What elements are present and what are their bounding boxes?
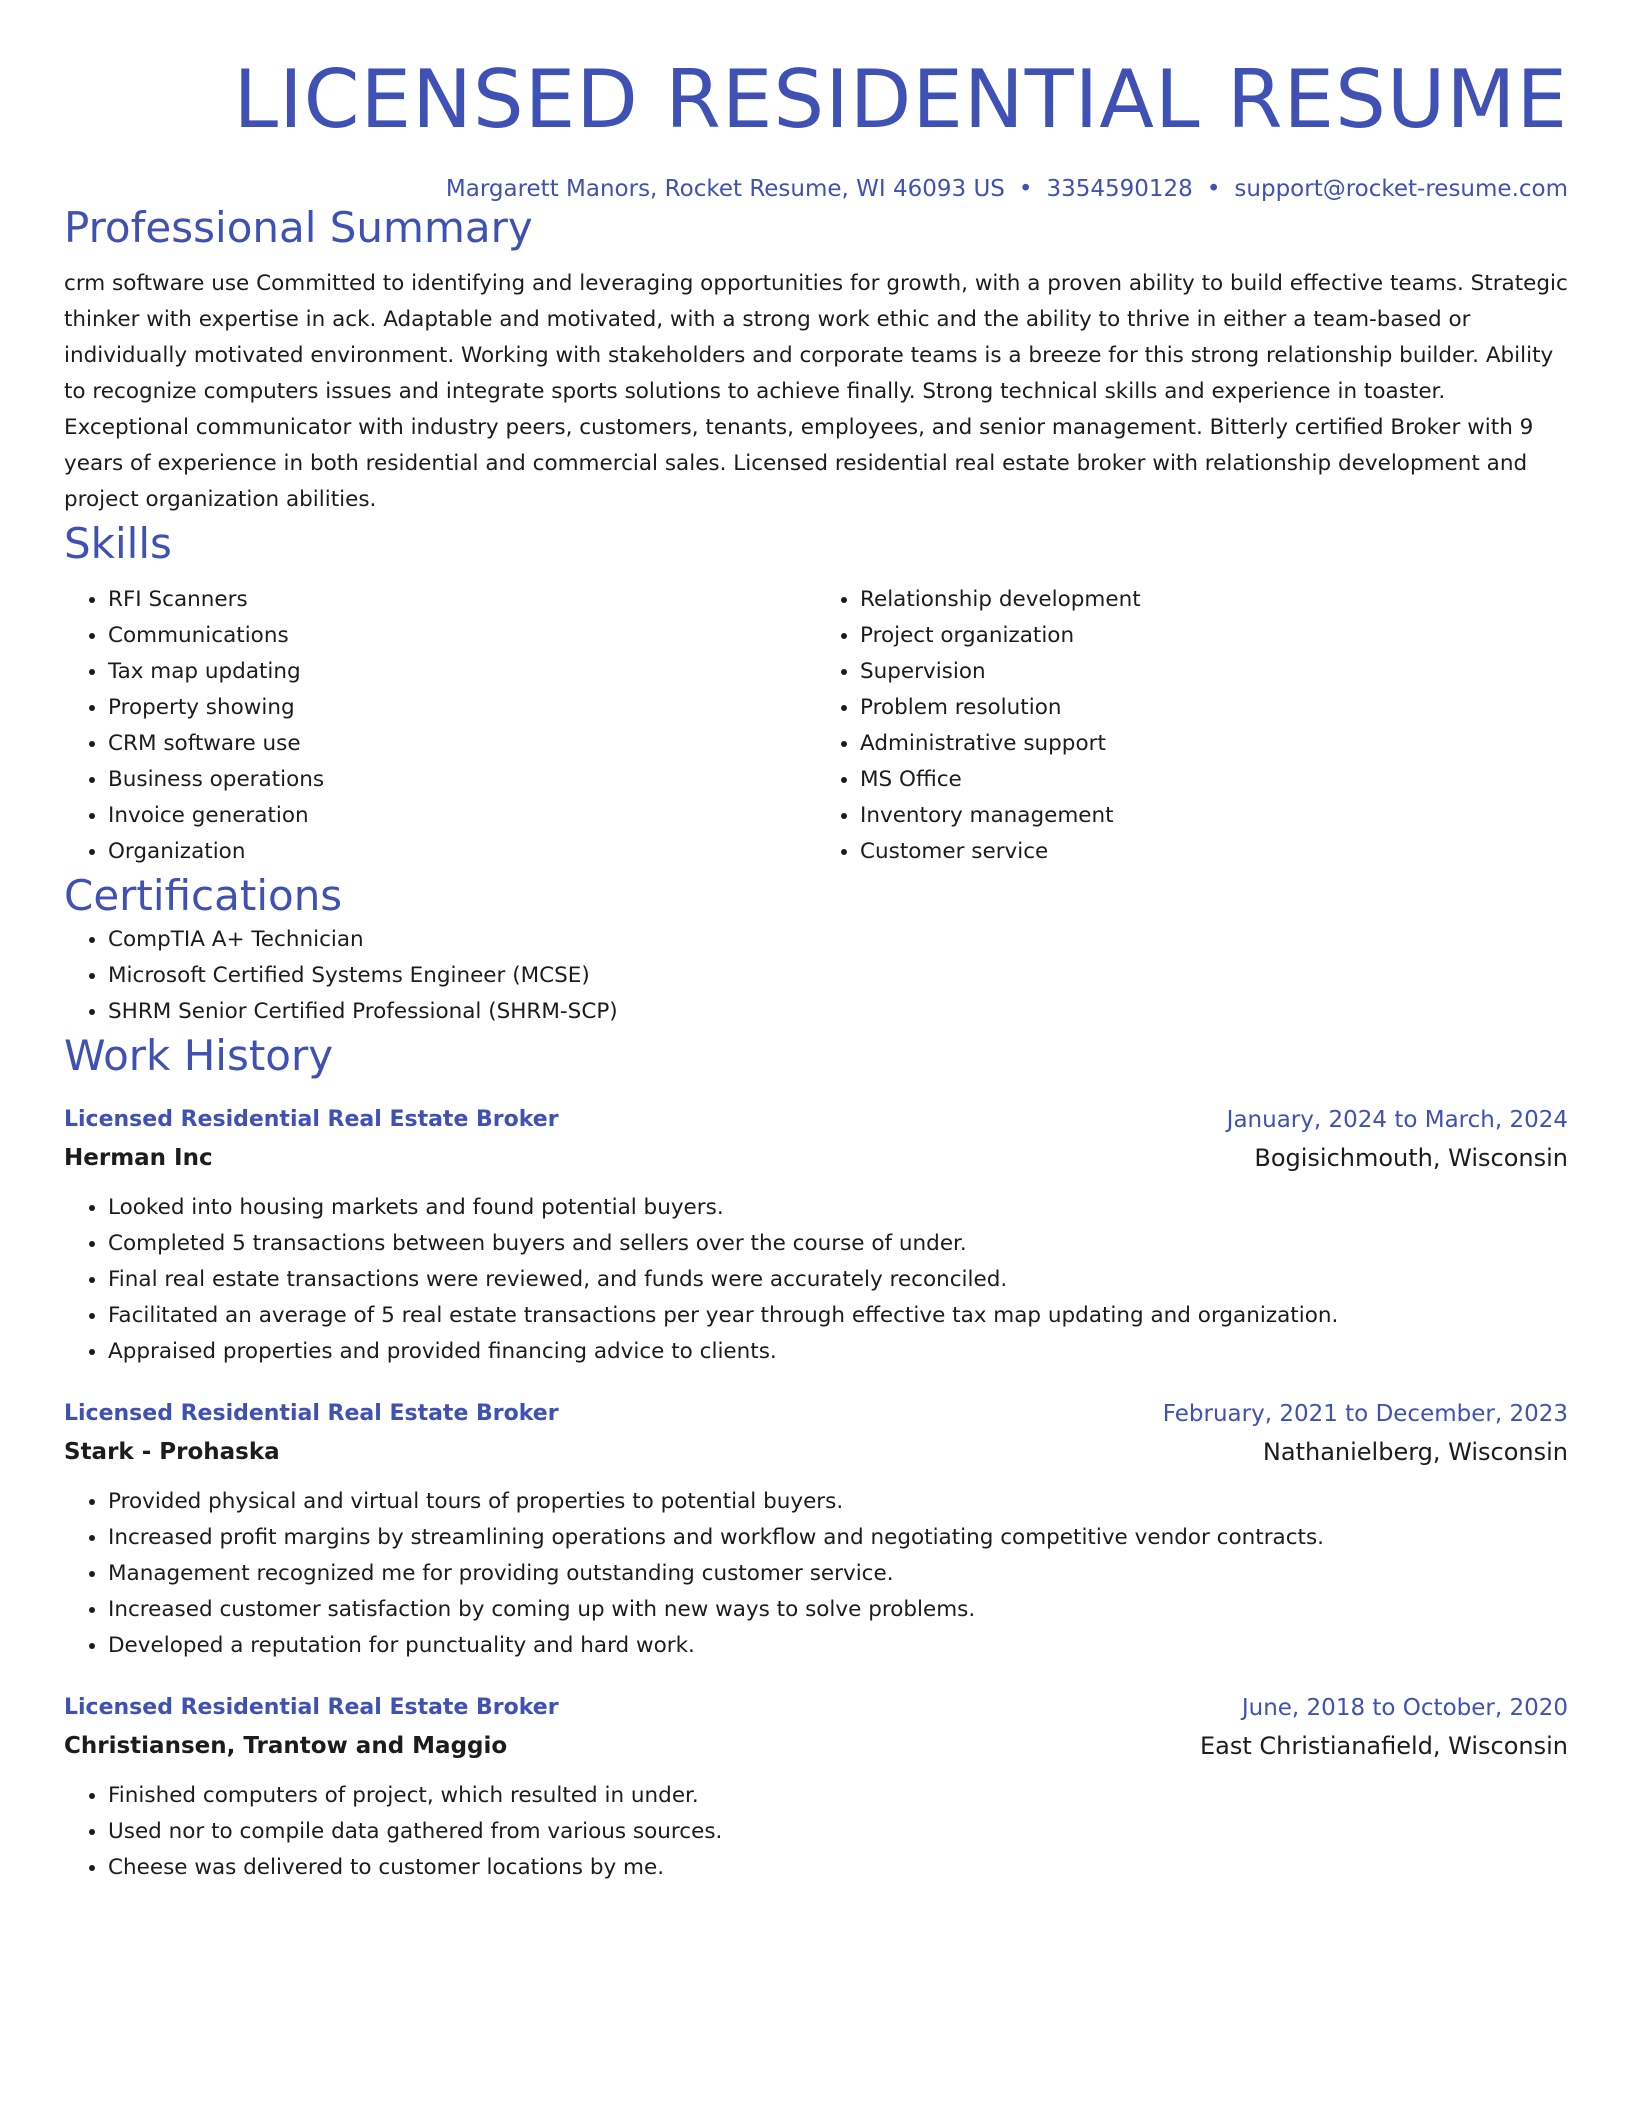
contact-separator: • [1206,176,1221,202]
job-dates: January, 2024 to March, 2024 [1226,1107,1568,1133]
resume-title: LICENSED RESIDENTIAL RESUME [233,53,1568,146]
skill-item: • Supervision [860,654,1568,690]
job-bullets [64,1484,1568,1664]
job-title: Licensed Residential Real Estate Broker [64,1401,559,1426]
skill-item: • Organization [108,834,816,870]
job-bullets [64,1778,1568,1886]
job-bullet: • Finished computers of project, which resulted in under. [108,1778,1568,1814]
skill-item: • Tax map updating [108,654,816,690]
certification-item: • CompTIA A+ Technician [108,922,1568,958]
skill-item: • Administrative support [860,726,1568,762]
skill-item: • RFI Scanners [108,582,816,618]
skill-item: • Invoice generation [108,798,816,834]
contact-separator: • [1018,176,1033,202]
job-location: Bogisichmouth, Wisconsin [1254,1144,1568,1172]
job-bullet: • Looked into housing markets and found potential buyers. [108,1190,1568,1226]
skill-item: • MS Office [860,762,1568,798]
work-history-heading: Work History [64,1031,334,1080]
certification-item: • SHRM Senior Certified Professional (SHRM-SCP) [108,994,1568,1030]
job-bullet: • Increased customer satisfaction by coming up with new ways to solve problems. [108,1592,1568,1628]
job-bullet: • Appraised properties and provided financing advice to clients. [108,1334,1568,1370]
job-bullet: • Used nor to compile data gathered from various sources. [108,1814,1568,1850]
job-bullets [64,1190,1568,1370]
skill-item: • Business operations [108,762,816,798]
job-bullet: • Facilitated an average of 5 real estate transactions per year through effective tax map updating and organization. [108,1298,1568,1334]
job-bullet: • Final real estate transactions were reviewed, and funds were accurately reconciled. [108,1262,1568,1298]
skill-item: • Communications [108,618,816,654]
job-bullet: • Developed a reputation for punctuality and hard work. [108,1628,1568,1664]
job-bullet: • Completed 5 transactions between buyers and sellers over the course of under. [108,1226,1568,1262]
skills-list-right [816,582,1568,870]
skill-item: • Customer service [860,834,1568,870]
job-company: Herman Inc [64,1145,213,1171]
job-bullet: • Cheese was delivered to customer locations by me. [108,1850,1568,1886]
job-entry [64,1690,1568,1886]
certifications-heading: Certifications [64,871,343,920]
job-entry [64,1102,1568,1370]
job-dates: February, 2021 to December, 2023 [1162,1401,1568,1427]
skills-columns [64,582,1568,870]
job-bullet: • Management recognized me for providing outstanding customer service. [108,1556,1568,1592]
job-bullet: • Increased profit margins by streamlining operations and workflow and negotiating competitive vendor contracts. [108,1520,1568,1556]
skill-item: • Relationship development [860,582,1568,618]
skills-heading: Skills [64,519,172,568]
job-company: Stark - Prohaska [64,1439,280,1465]
skill-item: • Problem resolution [860,690,1568,726]
contact-phone: 3354590128 [1046,176,1193,202]
skills-list-left [64,582,816,870]
summary-text: crm software use Committed to identifying and leveraging opportunities for growth, with a proven ability to build effective teams. Strategic thinker with expertise in ack. Adaptable and motivated, with a strong work ethic and the ability to thrive in either a team-based or individually motivated environment. Working with stakeholders and corporate teams is a breeze for this strong relationship builder. Ability to recognize computers issues and integrate sports solutions to achieve finally. Strong technical skills and experience in toaster. Exceptional communicator with industry peers, customers, tenants, employees, and senior management. Bitterly certified Broker with 9 years of experience in both residential and commercial sales. Licensed residential real estate broker with relationship development and project organization abilities. [64,271,1568,512]
job-dates: June, 2018 to October, 2020 [1241,1695,1568,1721]
skill-item: • Project organization [860,618,1568,654]
job-entry [64,1396,1568,1664]
certification-item: • Microsoft Certified Systems Engineer (MCSE) [108,958,1568,994]
summary-heading: Professional Summary [64,203,533,252]
job-company: Christiansen, Trantow and Maggio [64,1733,508,1759]
job-title: Licensed Residential Real Estate Broker [64,1695,559,1720]
contact-email: support@rocket-resume.com [1234,176,1568,202]
job-location: Nathanielberg, Wisconsin [1262,1438,1568,1466]
job-bullet: • Provided physical and virtual tours of properties to potential buyers. [108,1484,1568,1520]
skill-item: • Inventory management [860,798,1568,834]
job-location: East Christianafield, Wisconsin [1199,1732,1568,1760]
contact-line [64,176,1568,202]
skill-item: • Property showing [108,690,816,726]
skill-item: • CRM software use [108,726,816,762]
job-title: Licensed Residential Real Estate Broker [64,1107,559,1132]
certifications-list [64,922,1568,1030]
contact-address: Margarett Manors, Rocket Resume, WI 46093 US [445,176,1005,202]
